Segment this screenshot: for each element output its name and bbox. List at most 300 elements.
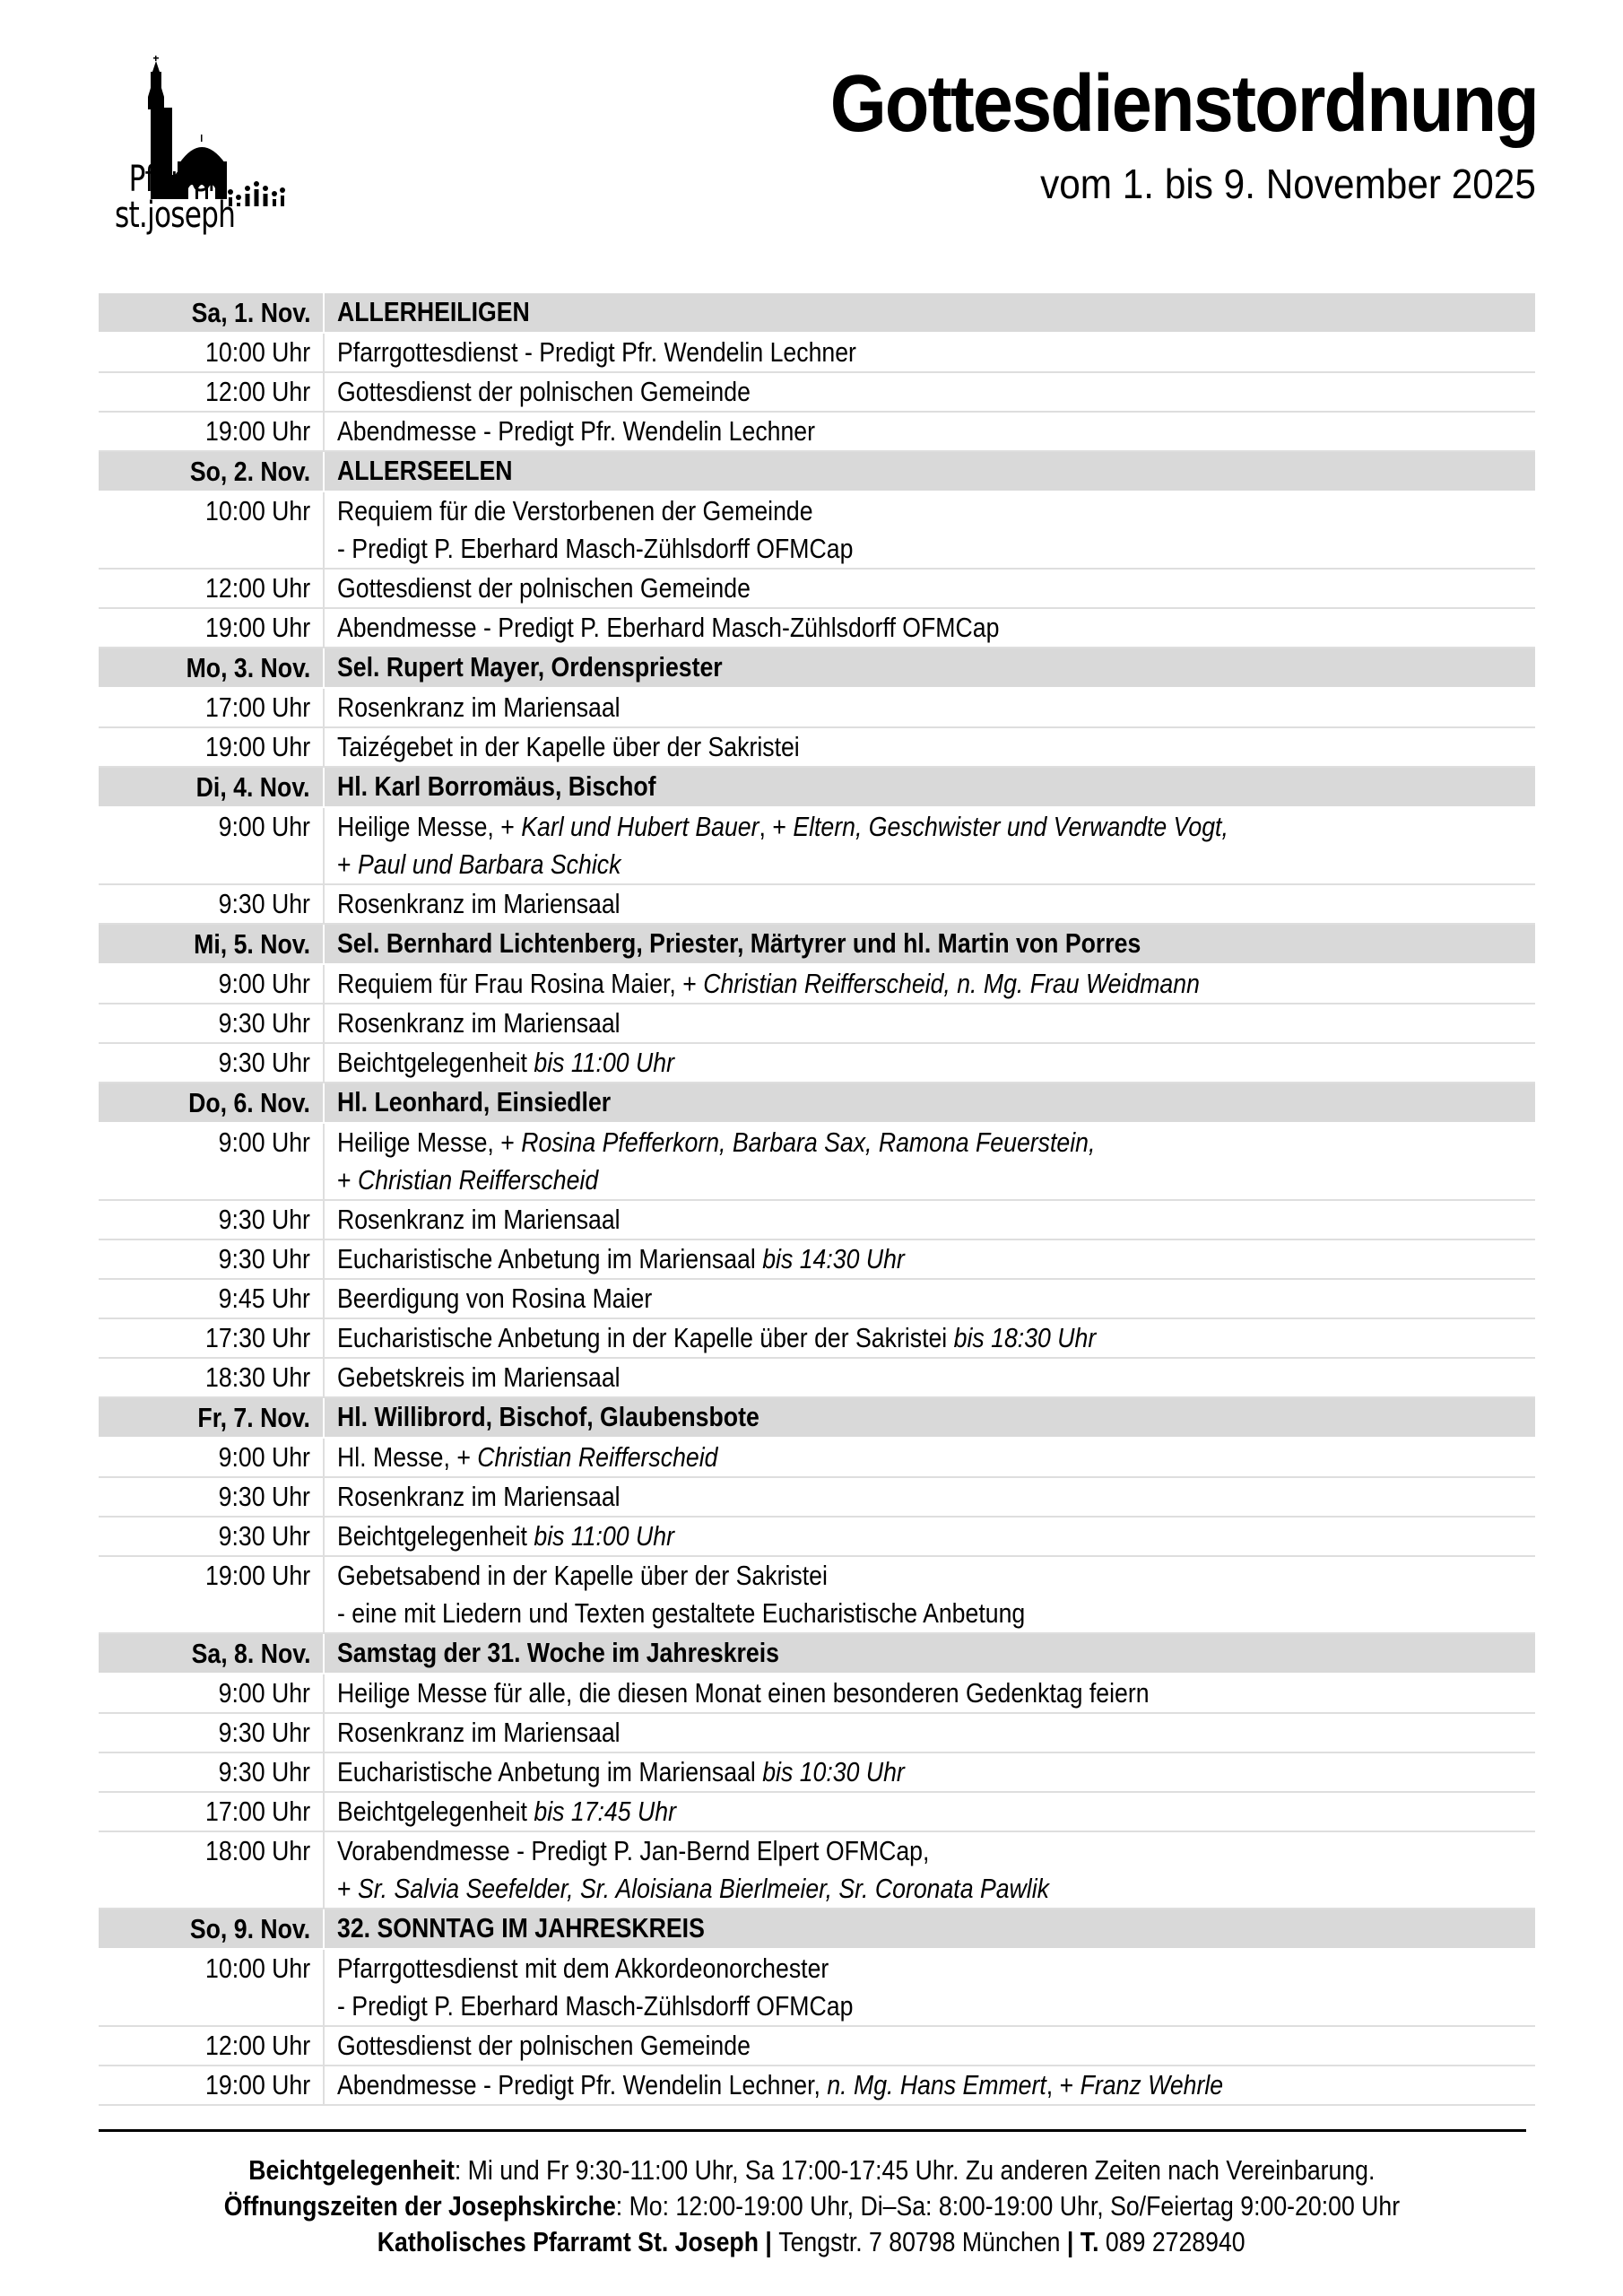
event-description xyxy=(323,1280,1535,1318)
event-row xyxy=(99,2066,1535,2106)
event-row xyxy=(99,1004,1535,1044)
event-text: - Predigt P. Eberhard Masch-Zühlsdorff OFMCap xyxy=(337,533,854,564)
event-text: Rosenkranz im Mariensaal xyxy=(337,1007,621,1039)
event-description-line-text xyxy=(337,1004,621,1042)
day-header-row xyxy=(99,1398,1535,1439)
event-description-line-text xyxy=(337,1987,853,2025)
event-text: , + xyxy=(759,811,794,842)
event-description xyxy=(323,1714,1535,1752)
event-text: Heilige Messe, + xyxy=(337,1126,522,1158)
event-description xyxy=(323,885,1535,923)
event-description-line xyxy=(337,885,1535,923)
logo-wordmark xyxy=(115,159,236,236)
event-text: Abendmesse - Predigt Pfr. Wendelin Lechner xyxy=(337,415,816,447)
event-row xyxy=(99,1359,1535,1398)
event-row xyxy=(99,689,1535,728)
event-text: Beichtgelegenheit xyxy=(337,1796,534,1827)
event-description-line-text xyxy=(337,570,751,607)
event-row xyxy=(99,413,1535,452)
event-description xyxy=(323,808,1535,883)
event-time xyxy=(99,609,323,647)
event-text: Heilige Messe, + xyxy=(337,811,522,842)
event-description-line-text xyxy=(337,373,751,411)
event-description-line xyxy=(337,1987,1535,2025)
event-time-text: 9:30 Uhr xyxy=(218,1007,310,1039)
event-description-line-text xyxy=(337,1161,598,1199)
event-text: Eucharistische Anbetung im Mariensaal xyxy=(337,1243,763,1274)
day-date-text: Fr, 7. Nov. xyxy=(197,1401,310,1433)
day-date-text: Mi, 5. Nov. xyxy=(194,927,310,960)
event-time xyxy=(99,492,323,568)
event-row xyxy=(99,1832,1535,1909)
event-description xyxy=(323,2027,1535,2065)
event-row xyxy=(99,885,1535,925)
event-intention: bis 11:00 Uhr xyxy=(534,1520,674,1552)
event-description-line xyxy=(337,1201,1535,1239)
event-description-line xyxy=(337,1595,1535,1632)
event-description xyxy=(323,1044,1535,1082)
event-intention: Paul und Barbara Schick xyxy=(357,848,621,880)
event-description-line xyxy=(337,1753,1535,1791)
event-time-text: 10:00 Uhr xyxy=(204,336,310,368)
event-time xyxy=(99,1714,323,1752)
event-text: Hl. Messe, + xyxy=(337,1441,478,1473)
event-description-line-text xyxy=(337,1793,676,1831)
event-description xyxy=(323,1319,1535,1357)
event-time xyxy=(99,1478,323,1516)
day-date xyxy=(99,926,323,963)
event-intention: Karl und Hubert Bauer xyxy=(521,811,759,842)
event-description-line xyxy=(337,1280,1535,1318)
event-description-line-text xyxy=(337,413,815,450)
day-date-text: Sa, 8. Nov. xyxy=(191,1637,310,1669)
logo-line-2: st.joseph xyxy=(115,195,236,236)
event-description-line-text xyxy=(337,2027,751,2065)
event-description-line-text xyxy=(337,808,1228,846)
event-description-line-text xyxy=(337,1557,828,1595)
event-text: Eucharistische Anbetung im Mariensaal xyxy=(337,1756,763,1787)
event-description-line-text xyxy=(337,1595,1025,1632)
event-description-line-text xyxy=(337,1201,621,1239)
event-time-text: 17:00 Uhr xyxy=(204,691,310,723)
day-date-text: Sa, 1. Nov. xyxy=(191,296,310,328)
event-description xyxy=(323,2066,1535,2104)
event-time-text: 17:30 Uhr xyxy=(204,1322,310,1353)
event-description-line xyxy=(337,1240,1535,1278)
event-description-line-text xyxy=(337,1714,621,1752)
day-date xyxy=(99,1910,323,1948)
event-description-line xyxy=(337,1950,1535,1987)
event-description-line xyxy=(337,1870,1535,1908)
event-time-text: 19:00 Uhr xyxy=(204,612,310,643)
event-description xyxy=(323,1439,1535,1476)
footer-hours-line xyxy=(0,2188,1623,2224)
day-feast-text: ALLERHEILIGEN xyxy=(337,296,530,327)
event-text: + xyxy=(337,1164,358,1196)
event-description xyxy=(323,1359,1535,1396)
event-row xyxy=(99,1518,1535,1557)
event-description-line xyxy=(337,1439,1535,1476)
event-row xyxy=(99,1201,1535,1240)
event-description xyxy=(323,1478,1535,1516)
event-time-text: 9:30 Uhr xyxy=(218,1756,310,1787)
event-time xyxy=(99,334,323,371)
event-text: Beerdigung von Rosina Maier xyxy=(337,1283,653,1314)
event-intention: Eltern, Geschwister und Verwandte Vogt, xyxy=(793,811,1228,842)
event-description-line xyxy=(337,492,1535,530)
event-time-text: 10:00 Uhr xyxy=(204,1952,310,1984)
event-intention: n. Mg. Hans Emmert xyxy=(827,2069,1046,2100)
event-time-text: 19:00 Uhr xyxy=(204,415,310,447)
event-description-line-text xyxy=(337,1870,1049,1908)
event-text: Gottesdienst der polnischen Gemeinde xyxy=(337,2030,751,2061)
event-time-text: 9:30 Uhr xyxy=(218,1520,310,1552)
event-time xyxy=(99,885,323,923)
event-text: Requiem für Frau Rosina Maier, + xyxy=(337,968,704,999)
event-time-text: 9:30 Uhr xyxy=(218,1243,310,1274)
day-feast-text: Hl. Willibrord, Bischof, Glaubensbote xyxy=(337,1401,759,1432)
event-description-line xyxy=(337,1518,1535,1555)
footer-phone-label: T. xyxy=(1081,2226,1099,2257)
event-time xyxy=(99,1004,323,1042)
schedule-table xyxy=(99,293,1535,2106)
day-feast xyxy=(323,1083,1535,1122)
event-description-line xyxy=(337,2066,1535,2104)
event-time xyxy=(99,1240,323,1278)
event-row xyxy=(99,965,1535,1004)
day-feast xyxy=(323,293,1535,332)
day-date-text: Di, 4. Nov. xyxy=(196,770,310,803)
event-row xyxy=(99,728,1535,768)
event-text: Abendmesse - Predigt P. Eberhard Masch-Zühlsdorff OFMCap xyxy=(337,612,1000,643)
event-text: Eucharistische Anbetung in der Kapelle über der Sakristei xyxy=(337,1322,954,1353)
event-description-line xyxy=(337,373,1535,411)
event-description-line-text xyxy=(337,1832,929,1870)
event-description-line xyxy=(337,846,1535,883)
event-description-line xyxy=(337,1478,1535,1516)
event-text: Requiem für die Verstorbenen der Gemeinde xyxy=(337,495,813,526)
event-intention: bis 14:30 Uhr xyxy=(762,1243,905,1274)
event-row xyxy=(99,1124,1535,1201)
event-text: Pfarrgottesdienst - Predigt Pfr. Wendelin Lechner xyxy=(337,336,856,368)
event-description xyxy=(323,1518,1535,1555)
event-description-line xyxy=(337,1714,1535,1752)
event-time-text: 9:30 Uhr xyxy=(218,888,310,919)
event-intention: bis 10:30 Uhr xyxy=(762,1756,905,1787)
footer-separator: | xyxy=(1060,2226,1081,2257)
event-time-text: 12:00 Uhr xyxy=(204,376,310,407)
event-row xyxy=(99,1753,1535,1793)
footer-confession-line xyxy=(0,2152,1623,2188)
day-feast-text: Sel. Bernhard Lichtenberg, Priester, Märtyrer und hl. Martin von Porres xyxy=(337,927,1141,959)
event-description xyxy=(323,492,1535,568)
people-figures-icon xyxy=(228,181,285,206)
event-time xyxy=(99,373,323,411)
day-feast xyxy=(323,648,1535,687)
event-row xyxy=(99,1240,1535,1280)
event-time-text: 9:30 Uhr xyxy=(218,1204,310,1235)
event-description xyxy=(323,1124,1535,1199)
event-description-line xyxy=(337,1557,1535,1595)
footer-confession-text: : Mi und Fr 9:30-11:00 Uhr, Sa 17:00-17:45 Uhr. Zu anderen Zeiten nach Vereinbarung. xyxy=(454,2154,1376,2186)
event-description-line-text xyxy=(337,1674,1150,1712)
day-feast xyxy=(323,925,1535,963)
event-text: Heilige Messe für alle, die diesen Monat einen besonderen Gedenktag feiern xyxy=(337,1677,1150,1709)
day-date xyxy=(99,649,323,687)
event-description-line xyxy=(337,530,1535,568)
event-description-line xyxy=(337,1674,1535,1712)
day-feast xyxy=(323,1634,1535,1673)
event-row xyxy=(99,373,1535,413)
day-date xyxy=(99,1399,323,1437)
event-time xyxy=(99,965,323,1003)
event-description-line xyxy=(337,1161,1535,1199)
event-description-line xyxy=(337,1044,1535,1082)
day-feast-text: Sel. Rupert Mayer, Ordenspriester xyxy=(337,651,723,683)
event-text: + xyxy=(337,848,358,880)
event-text: - eine mit Liedern und Texten gestaltete Eucharistische Anbetung xyxy=(337,1597,1026,1629)
footer xyxy=(0,2152,1623,2260)
event-time xyxy=(99,1950,323,2025)
event-time xyxy=(99,1674,323,1712)
event-intention: Christian Reifferscheid xyxy=(477,1441,718,1473)
event-text: Gottesdienst der polnischen Gemeinde xyxy=(337,572,751,604)
event-description-line-text xyxy=(337,609,999,647)
event-time xyxy=(99,1201,323,1239)
day-date-text: Do, 6. Nov. xyxy=(188,1086,310,1118)
event-time xyxy=(99,689,323,726)
event-time xyxy=(99,1359,323,1396)
day-date-text: So, 9. Nov. xyxy=(189,1912,310,1944)
event-text: Rosenkranz im Mariensaal xyxy=(337,691,621,723)
event-row xyxy=(99,1714,1535,1753)
footer-hours-text: : Mo: 12:00-19:00 Uhr, Di–Sa: 8:00-19:00 Uhr, So/Feiertag 9:00-20:00 Uhr xyxy=(615,2190,1400,2222)
event-time-text: 19:00 Uhr xyxy=(204,731,310,762)
event-row xyxy=(99,1439,1535,1478)
event-time-text: 9:30 Uhr xyxy=(218,1481,310,1512)
day-header-row xyxy=(99,1909,1535,1950)
day-header-row xyxy=(99,452,1535,492)
footer-hours-label: Öffnungszeiten der Josephskirche xyxy=(223,2190,616,2222)
event-description xyxy=(323,1557,1535,1632)
event-row xyxy=(99,1674,1535,1714)
event-text: Gebetsabend in der Kapelle über der Sakristei xyxy=(337,1560,828,1591)
event-description-line-text xyxy=(337,965,1200,1003)
event-time-text: 9:00 Uhr xyxy=(218,1677,310,1709)
event-time xyxy=(99,2066,323,2104)
event-description-line xyxy=(337,965,1535,1003)
event-time-text: 17:00 Uhr xyxy=(204,1796,310,1827)
event-intention: bis 17:45 Uhr xyxy=(534,1796,676,1827)
event-time-text: 19:00 Uhr xyxy=(204,2069,310,2100)
event-row xyxy=(99,1793,1535,1832)
event-description-line xyxy=(337,2027,1535,2065)
event-description-line xyxy=(337,334,1535,371)
footer-divider xyxy=(99,2129,1526,2132)
event-row xyxy=(99,492,1535,570)
day-feast xyxy=(323,452,1535,491)
event-time-text: 12:00 Uhr xyxy=(204,2030,310,2061)
day-header-row xyxy=(99,925,1535,965)
event-time-text: 9:30 Uhr xyxy=(218,1047,310,1078)
day-date-text: Mo, 3. Nov. xyxy=(186,651,310,683)
day-header-row xyxy=(99,768,1535,808)
event-time-text: 9:00 Uhr xyxy=(218,1441,310,1473)
footer-confession-label: Beichtgelegenheit xyxy=(247,2154,455,2186)
event-text: Taizégebet in der Kapelle über der Sakristei xyxy=(337,731,800,762)
event-time-text: 9:00 Uhr xyxy=(218,968,310,999)
event-description xyxy=(323,1753,1535,1791)
event-text: Gebetskreis im Mariensaal xyxy=(337,1361,621,1393)
event-description-line-text xyxy=(337,1319,1096,1357)
event-time xyxy=(99,728,323,766)
event-description-line-text xyxy=(337,728,800,766)
event-description-line-text xyxy=(337,1439,718,1476)
event-description-line xyxy=(337,1124,1535,1161)
event-description xyxy=(323,1793,1535,1831)
event-time-text: 9:00 Uhr xyxy=(218,1126,310,1158)
event-description-line xyxy=(337,570,1535,607)
day-feast-text: Samstag der 31. Woche im Jahreskreis xyxy=(337,1637,779,1668)
day-feast-text: Hl. Leonhard, Einsiedler xyxy=(337,1086,612,1118)
event-row xyxy=(99,334,1535,373)
event-description-line-text xyxy=(337,1753,905,1791)
event-description-line-text xyxy=(337,1478,621,1516)
event-text: + xyxy=(337,1873,358,1904)
event-description xyxy=(323,689,1535,726)
event-description-line-text xyxy=(337,492,813,530)
event-description-line-text xyxy=(337,846,621,883)
event-description-line-text xyxy=(337,2066,1223,2104)
day-date-text: So, 2. Nov. xyxy=(189,455,310,487)
event-description-line-text xyxy=(337,1950,829,1987)
page-subtitle: vom 1. bis 9. November 2025 xyxy=(1040,161,1536,207)
event-description xyxy=(323,965,1535,1003)
event-time xyxy=(99,1280,323,1318)
day-date xyxy=(99,769,323,806)
event-description xyxy=(323,1950,1535,2025)
event-time-text: 18:00 Uhr xyxy=(204,1835,310,1866)
day-feast xyxy=(323,768,1535,806)
event-description-line xyxy=(337,413,1535,450)
event-description-line xyxy=(337,1793,1535,1831)
event-description xyxy=(323,570,1535,607)
event-time xyxy=(99,1319,323,1357)
event-description-line-text xyxy=(337,1240,905,1278)
event-time xyxy=(99,1044,323,1082)
footer-phone: 089 2728940 xyxy=(1098,2226,1245,2257)
event-description xyxy=(323,1240,1535,1278)
event-text: - Predigt P. Eberhard Masch-Zühlsdorff OFMCap xyxy=(337,1990,854,2022)
event-description-line xyxy=(337,1319,1535,1357)
event-row xyxy=(99,2027,1535,2066)
day-feast xyxy=(323,1398,1535,1437)
event-description-line xyxy=(337,689,1535,726)
day-date xyxy=(99,453,323,491)
event-description-line-text xyxy=(337,1518,674,1555)
event-intention: Christian Reifferscheid, n. Mg. Frau Weidmann xyxy=(703,968,1200,999)
event-text: Beichtgelegenheit xyxy=(337,1047,534,1078)
event-description-line-text xyxy=(337,334,856,371)
event-description xyxy=(323,1832,1535,1908)
day-feast-text: ALLERSEELEN xyxy=(337,455,513,486)
event-description-line xyxy=(337,1004,1535,1042)
event-description xyxy=(323,413,1535,450)
event-description-line-text xyxy=(337,885,621,923)
event-time-text: 9:00 Uhr xyxy=(218,811,310,842)
event-description-line xyxy=(337,728,1535,766)
event-description-line-text xyxy=(337,530,853,568)
event-time xyxy=(99,1124,323,1199)
event-time-text: 19:00 Uhr xyxy=(204,1560,310,1591)
event-time-text: 9:30 Uhr xyxy=(218,1717,310,1748)
event-time xyxy=(99,808,323,883)
event-description-line-text xyxy=(337,1044,674,1082)
event-time xyxy=(99,1518,323,1555)
event-description xyxy=(323,373,1535,411)
event-time-text: 9:45 Uhr xyxy=(218,1283,310,1314)
event-row xyxy=(99,808,1535,885)
event-description xyxy=(323,334,1535,371)
event-row xyxy=(99,1950,1535,2027)
day-header-row xyxy=(99,648,1535,689)
footer-office-name: Katholisches Pfarramt St. Joseph xyxy=(378,2226,759,2257)
event-intention: Franz Wehrle xyxy=(1080,2069,1224,2100)
event-time-text: 12:00 Uhr xyxy=(204,572,310,604)
page-title: Gottesdienstordnung xyxy=(829,59,1538,149)
logo-line-1: Pfarrei xyxy=(128,159,215,200)
day-date xyxy=(99,1635,323,1673)
event-time xyxy=(99,413,323,450)
event-text: Pfarrgottesdienst mit dem Akkordeonorchester xyxy=(337,1952,829,1984)
event-time xyxy=(99,570,323,607)
day-feast xyxy=(323,1909,1535,1948)
event-row xyxy=(99,1319,1535,1359)
day-feast-text: 32. SONNTAG IM JAHRESKREIS xyxy=(337,1912,705,1944)
day-header-row xyxy=(99,1083,1535,1124)
day-date xyxy=(99,294,323,332)
event-intention: Sr. Salvia Seefelder, Sr. Aloisiana Bierlmeier, Sr. Coronata Pawlik xyxy=(357,1873,1049,1904)
event-intention: bis 11:00 Uhr xyxy=(534,1047,674,1078)
event-description-line-text xyxy=(337,689,621,726)
footer-separator: | xyxy=(759,2226,779,2257)
event-text: Rosenkranz im Mariensaal xyxy=(337,1204,621,1235)
event-text: Gottesdienst der polnischen Gemeinde xyxy=(337,376,751,407)
event-time xyxy=(99,1793,323,1831)
event-description xyxy=(323,1674,1535,1712)
event-text: Rosenkranz im Mariensaal xyxy=(337,1481,621,1512)
event-text: Abendmesse - Predigt Pfr. Wendelin Lechner, xyxy=(337,2069,828,2100)
event-time xyxy=(99,1832,323,1908)
event-time xyxy=(99,1557,323,1632)
event-row xyxy=(99,1557,1535,1634)
day-header-row xyxy=(99,293,1535,334)
day-header-row xyxy=(99,1634,1535,1674)
event-row xyxy=(99,1280,1535,1319)
event-row xyxy=(99,609,1535,648)
footer-contact-line xyxy=(0,2224,1623,2260)
event-description xyxy=(323,609,1535,647)
event-description-line-text xyxy=(337,1124,1095,1161)
event-description xyxy=(323,1004,1535,1042)
event-description-line xyxy=(337,1832,1535,1870)
event-time-text: 10:00 Uhr xyxy=(204,495,310,526)
event-intention: Rosina Pfefferkorn, Barbara Sax, Ramona Feuerstein, xyxy=(521,1126,1096,1158)
event-description-line xyxy=(337,609,1535,647)
event-time xyxy=(99,1439,323,1476)
event-text: Vorabendmesse - Predigt P. Jan-Bernd Elpert OFMCap, xyxy=(337,1835,930,1866)
event-row xyxy=(99,570,1535,609)
